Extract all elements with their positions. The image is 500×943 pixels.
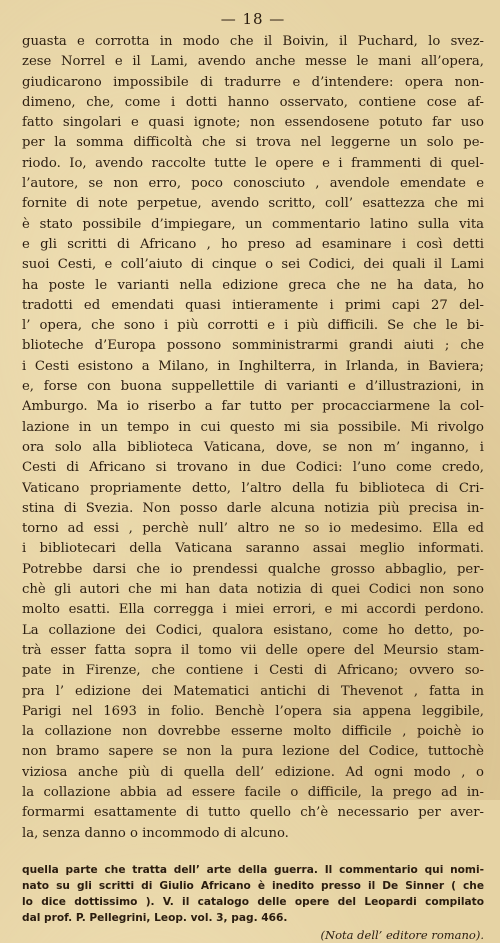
body-line: ora solo alla biblioteca Vaticana, dove, se non m’ inganno, i <box>22 439 484 455</box>
body-line: non bramo sapere se non la pura lezione del Codice, tuttochè <box>22 744 484 760</box>
body-line: pra l’ edizione dei Matematici antichi di Thevenot , fatta in <box>22 683 484 699</box>
body-line: l’ opera, che sono i più corrotti e i più difficili. Se che le bi- <box>22 318 484 334</box>
body-line: Cesti di Africano si trovano in due Codici: l’uno come credo, <box>22 460 484 476</box>
footnote <box>22 862 484 943</box>
body-line: la collazione abbia ad essere facile o difficile, la prego ad in- <box>22 784 484 800</box>
body-line: dimeno, che, come i dotti hanno osservato, contiene cose af- <box>22 94 484 110</box>
body-line: riodo. Io, avendo raccolte tutte le opere e i frammenti di quel- <box>22 155 484 171</box>
body-line: La collazione dei Codici, qualora esistano, come ho detto, po- <box>22 622 484 638</box>
body-text <box>22 32 484 844</box>
body-line: blioteche d’Europa possono somministrarmi grandi aiuti ; che <box>22 338 484 354</box>
body-line: zese Norrel e il Lami, avendo anche messe le mani all’opera, <box>22 54 484 70</box>
body-line: giudicarono impossibile di tradurre e d’intendere: opera non- <box>22 74 484 90</box>
body-line: torno ad essi , perchè null’ altro ne so io medesimo. Ella ed <box>22 521 484 537</box>
body-line: fornite di note perpetue, avendo scritto, coll’ esattezza che mi <box>22 196 484 212</box>
body-line: ha poste le varianti nella edizione greca che ne ha data, ho <box>22 277 484 293</box>
footnote-line: quella parte che tratta dell’ arte della guerra. Il commentario qui nomi- <box>22 863 484 876</box>
footnote-attribution: (Nota dell’ editore romano). <box>320 927 484 942</box>
body-line: è stato possibile d’impiegare, un commentario latino sulla vita <box>22 216 484 232</box>
body-line: lazione in un tempo in cui questo mi sia possibile. Mi rivolgo <box>22 419 484 435</box>
body-line: suoi Cesti, e coll’aiuto di cinque o sei Codici, dei quali il Lami <box>22 257 484 273</box>
body-line: l’autore, se non erro, poco conosciuto , avendole emendate e <box>22 176 484 192</box>
body-line: pate in Firenze, che contiene i Cesti di Africano; ovvero so- <box>22 663 484 679</box>
body-line: la, senza danno o incommodo di alcuno. <box>22 825 289 841</box>
footnote-line: nato su gli scritti di Giulio Africano è inedito presso il De Sinner ( che <box>22 880 484 893</box>
body-line: molto esatti. Ella corregga i miei errori, e mi accordi perdono. <box>22 602 484 618</box>
body-line: e gli scritti di Africano , ho preso ad esaminare i così detti <box>22 236 484 252</box>
body-line: e, forse con buona suppellettile di varianti e d’illustrazioni, in <box>22 379 484 395</box>
body-line: chè gli autori che mi han data notizia di quei Codici non sono <box>22 582 484 598</box>
footnote-line: dal prof. P. Pellegrini, Leop. vol. 3, pag. 466. <box>22 912 288 925</box>
footnote-line: lo dice dottissimo ). V. il catalogo delle opere del Leopardi compilato <box>22 896 484 909</box>
body-line: Vaticano propriamente detto, l’altro della fu biblioteca di Cri- <box>22 480 484 496</box>
body-line: per la somma difficoltà che si trova nel leggerne un solo pe- <box>22 135 484 151</box>
body-line: tradotti ed emendati quasi intieramente i primi capi 27 del- <box>22 297 484 313</box>
body-line: trà esser fatta sopra il tomo vii delle opere del Meursio stam- <box>22 642 484 658</box>
body-line: i bibliotecari della Vaticana saranno assai meglio informati. <box>22 541 484 557</box>
body-line: Parigi nel 1693 in folio. Benchè l’opera sia appena leggibile, <box>22 703 484 719</box>
body-line: la collazione non dovrebbe esserne molto difficile , poichè io <box>22 724 484 740</box>
body-line: Potrebbe darsi che io prendessi qualche grosso abbaglio, per- <box>22 561 484 577</box>
body-line: fatto singolari e quasi ignote; non essendosene potuto far uso <box>22 115 484 131</box>
page-number: — 18 — <box>220 10 286 28</box>
body-line: viziosa anche più di quella dell’ edizione. Ad ogni modo , o <box>22 764 484 780</box>
body-line: Amburgo. Ma io riserbo a far tutto per procacciarmene la col- <box>22 399 484 415</box>
body-line: i Cesti esistono a Milano, in Inghilterra, in Irlanda, in Baviera; <box>22 358 484 374</box>
body-line: guasta e corrotta in modo che il Boivin, il Puchard, lo svez- <box>22 34 484 49</box>
body-line: stina di Svezia. Non posso darle alcuna notizia più precisa in- <box>22 500 484 516</box>
book-page <box>22 8 484 942</box>
body-line: formarmi esattamente di tutto quello ch’è necessario per aver- <box>22 805 484 821</box>
